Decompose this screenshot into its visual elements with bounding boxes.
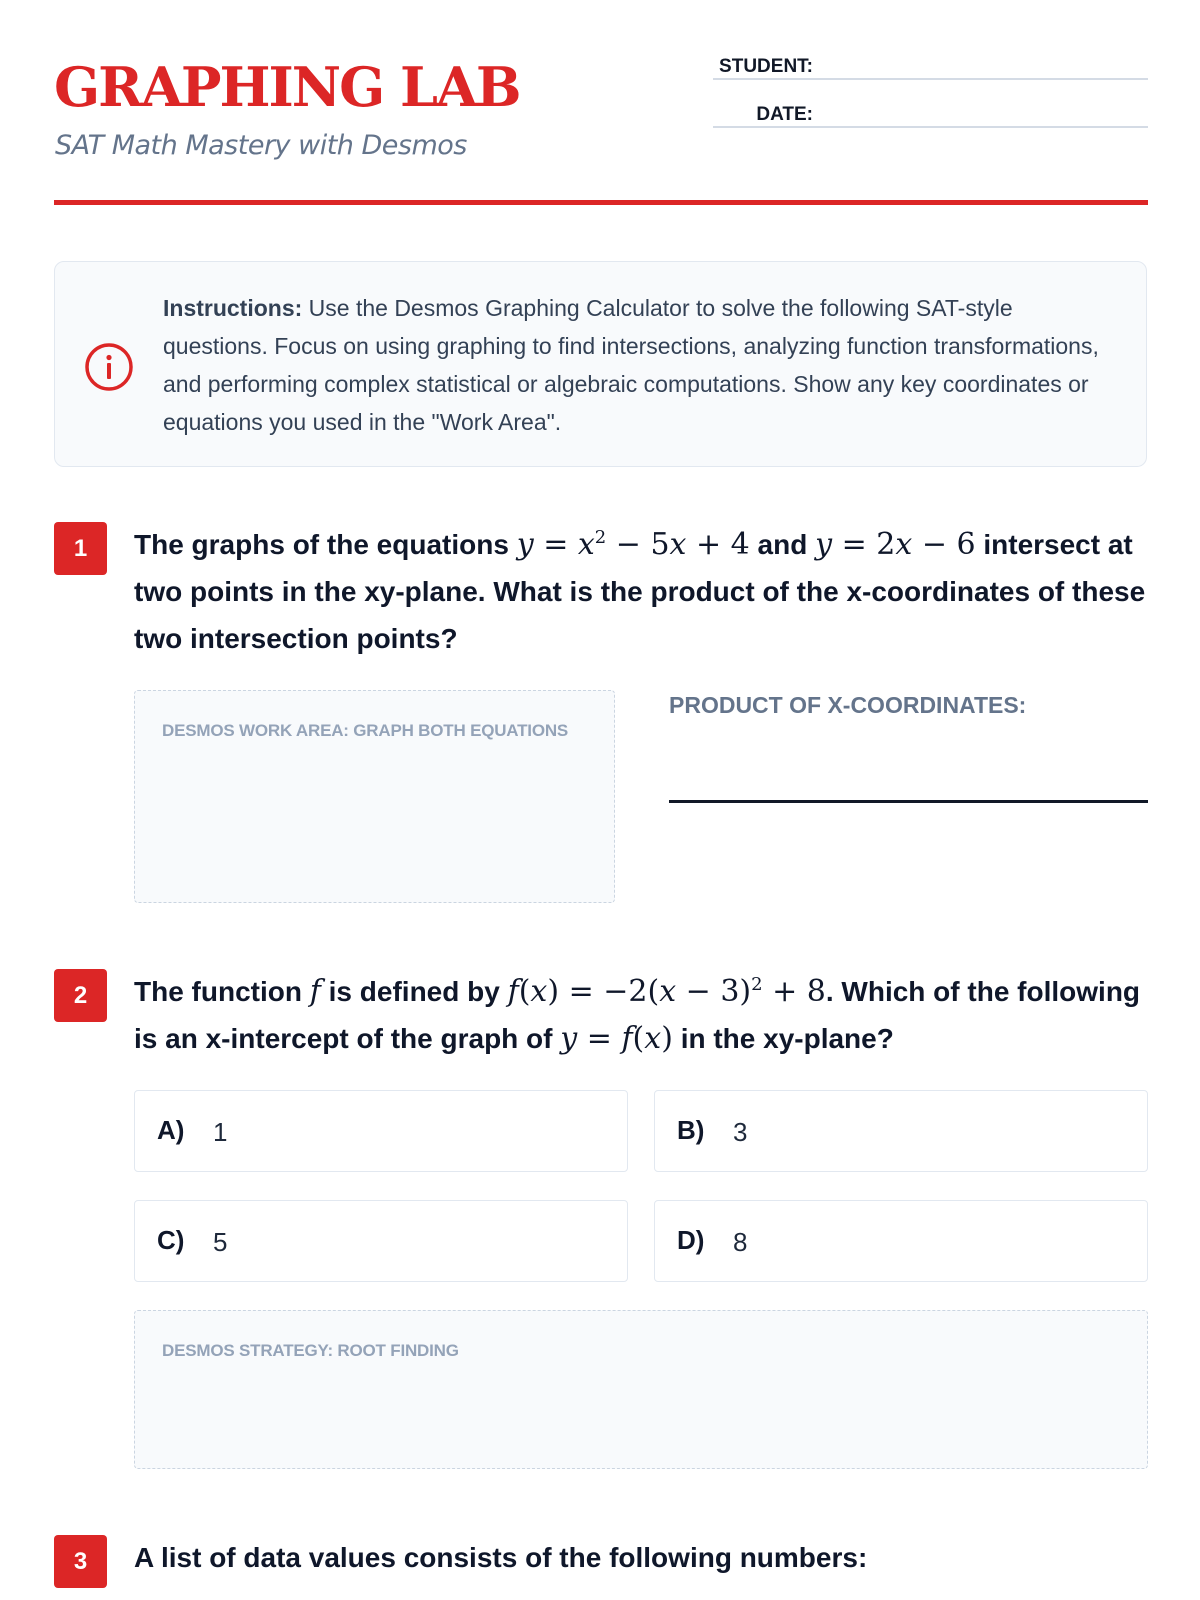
q1-text-b: and (757, 529, 808, 560)
q2-strategy-area[interactable] (134, 1310, 1148, 1469)
question-number-2: 2 (54, 969, 107, 1022)
page-subtitle: SAT Math Mastery with Desmos (55, 130, 467, 161)
q1-answer-line[interactable] (669, 800, 1148, 803)
date-field[interactable] (713, 104, 1148, 128)
q1-equation-2: y = 2x − 6 (815, 527, 976, 562)
question-number-3: 3 (54, 1535, 107, 1588)
choice-letter: D) (677, 1225, 705, 1255)
header-divider (54, 200, 1148, 205)
question-1-text (134, 521, 1154, 662)
instructions-text (163, 289, 1123, 441)
choice-a[interactable] (134, 1090, 628, 1172)
question-3-text (134, 1534, 1154, 1581)
choice-b[interactable] (654, 1090, 1148, 1172)
q1-answer-label: PRODUCT OF X-COORDINATES: (669, 692, 1027, 718)
student-label: STUDENT: (719, 56, 813, 77)
q1-equation-1: $y = x^2 - 5x + 4$ (516, 527, 750, 562)
choice-value: 5 (213, 1227, 228, 1257)
instructions-body: Use the Desmos Graphing Calculator to solve the following SAT-style questions. Focus on using graphing to find intersections, analyzing function transformations, and performing complex statistical or algebraic computations. Show any key coordinates or equations you used in the "Work Area". (163, 295, 1099, 435)
page-title: GRAPHING LAB (54, 55, 520, 119)
q1-text-c: intersect at two points in the xy-plane. What is the product of the x-coordinates of these two intersection points? (134, 529, 1146, 654)
choice-letter: C) (157, 1225, 185, 1255)
q2-text-b: is defined by (328, 976, 500, 1007)
q2-text-c: . Which of the following is an x-intercept of the graph of (134, 976, 1141, 1054)
info-icon (84, 342, 134, 392)
instructions-heading: Instructions: (163, 295, 303, 321)
q2-graph-equation: y = f(x) (560, 1021, 673, 1056)
q2-strategy-caption: DESMOS STRATEGY: ROOT FINDING (162, 1341, 459, 1360)
choice-c[interactable] (134, 1200, 628, 1282)
choice-value: 1 (213, 1117, 228, 1147)
q2-function-definition: $f(x) = -2(x - 3)^2 + 8$ (507, 974, 826, 1009)
q1-work-area-caption: DESMOS WORK AREA: GRAPH BOTH EQUATIONS (162, 721, 569, 740)
choice-value: 3 (733, 1117, 748, 1147)
date-label: DATE: (756, 104, 813, 125)
q1-text-a: The graphs of the equations (134, 529, 509, 560)
question-2-text (134, 968, 1154, 1062)
choice-value: 8 (733, 1227, 748, 1257)
q3-text-a: A list of data values consists of the following numbers: (134, 1542, 868, 1573)
student-field[interactable] (713, 56, 1148, 80)
choice-letter: B) (677, 1115, 705, 1145)
question-number-1: 1 (54, 522, 107, 575)
q2-function-name: f (309, 974, 321, 1009)
instructions-box (54, 261, 1147, 467)
choice-letter: A) (157, 1115, 185, 1145)
q2-text-a: The function (134, 976, 302, 1007)
q1-work-area[interactable] (134, 690, 615, 903)
q2-text-d: in the xy-plane? (680, 1023, 894, 1054)
choice-d[interactable] (654, 1200, 1148, 1282)
